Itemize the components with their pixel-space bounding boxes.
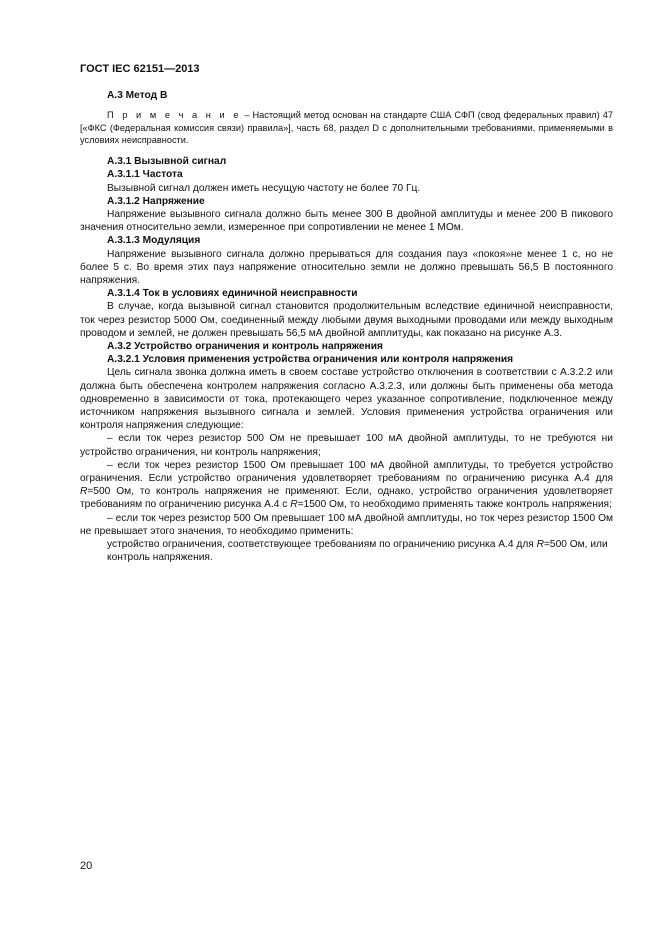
list-item-2 [80,459,613,512]
section-a321-title: А.3.2.1 Условия применения устройства ограничения или контроля напряжения [107,354,514,366]
list-item-1: – если ток через резистор 500 Ом не превышает 100 мА двойной амплитуды, то не требуются ни устройство ограничения, ни контроль напряжения; [80,433,613,458]
note-paragraph [80,109,613,146]
list-item-2-part-c: =1500 Ом, то необходимо применять также контроль напряжения; [297,499,612,511]
section-a314-text: В случае, когда вызывной сигнал становится продолжительным вследствие единичной неисправности, ток через резистор 5000 Ом, соединенный между любыми двумя выходными проводами или между выходным проводом и землей, не должен превышать 56,5 мА двойной амплитуды, как показано на рисунке А.3. [80,301,613,339]
section-a321-text: Цель сигнала звонка должна иметь в своем составе устройство отключения в соответствии с А.3.2.2 или должна быть обеспечена контролем напряжения согласно А.3.2.3, или должны быть применены оба метода одновременно в зависимости от тока, протекающего через указанное сопротивление, подключенное между источником напряжения вызывного сигнала и землей. Условия применения устройства ограничения или контроля напряжения следующие: [80,367,613,432]
page-number: 20 [80,860,93,872]
sub-item-1-part-a: устройство ограничения, соответствующее требованиям по ограничению рисунка А.4 для [107,538,537,550]
variable-r: R [80,486,88,498]
list-item-2-part-a: – если ток через резистор 1500 Ом превышает 100 мА двойной амплитуды, то требуется устройство ограничения. Если устройство ограничения удовлетворяет требованиям по ограничению рисунка А.4 для [80,459,613,484]
section-a313-title: А.3.1.3 Модуляция [107,235,201,247]
variable-r: R [290,499,298,511]
sub-item-1-part-b: =500 Ом, или [543,538,608,550]
section-a313-text: Напряжение вызывного сигнала должно прерываться для создания пауз «покоя»не менее 1 с, но не более 5 с. Во время этих пауз напряжение относительно земли не должно превышать 56,5 В постоянного напряжения. [80,248,613,286]
sub-item-2: контроль напряжения. [107,552,213,564]
section-a32-title: А.3.2 Устройство ограничения и контроль напряжения [107,340,383,352]
standard-header: ГОСТ IEC 62151—2013 [80,63,200,75]
note-label: П р и м е ч а н и е [107,110,242,121]
section-a312-title: А.3.1.2 Напряжение [107,195,205,207]
section-a314-title: А.3.1.4 Ток в условиях единичной неисправности [107,288,358,300]
section-a3-title: А.3 Метод В [107,90,168,101]
list-item-2-part-b: =500 Ом, то контроль напряжения не применяют. Если, однако, устройство ограничения удовлетворяет требованиям по ограничению рисунка А.4 с [80,486,613,511]
note-text: – Настоящий метод основан на стандарте США СФП (свод федеральных правил) 47 [«ФКС (Федеральная комиссия связи) правила»], часть 68, раздел D с дополнительными требованиями, применяемыми в условиях неисправности. [80,110,613,145]
document-body [80,89,613,564]
variable-r: R [536,538,544,550]
list-item-3: – если ток через резистор 500 Ом превышает 100 мА двойной амплитуды, но ток через резистор 1500 Ом не превышает этого значения, то необходимо применить: [80,512,613,537]
section-a311-title: А.3.1.1 Частота [107,169,183,181]
section-a312-text: Напряжение вызывного сигнала должно быть менее 300 В двойной амплитуды и менее 200 В пикового значения относительно земли, измеренное при сопротивлении не менее 1 МОм. [80,208,613,234]
sub-item-1 [80,538,613,551]
section-a31-title: А.3.1 Вызывной сигнал [107,156,227,168]
section-a311-text: Вызывной сигнал должен иметь несущую частоту не более 70 Гц. [107,182,421,194]
